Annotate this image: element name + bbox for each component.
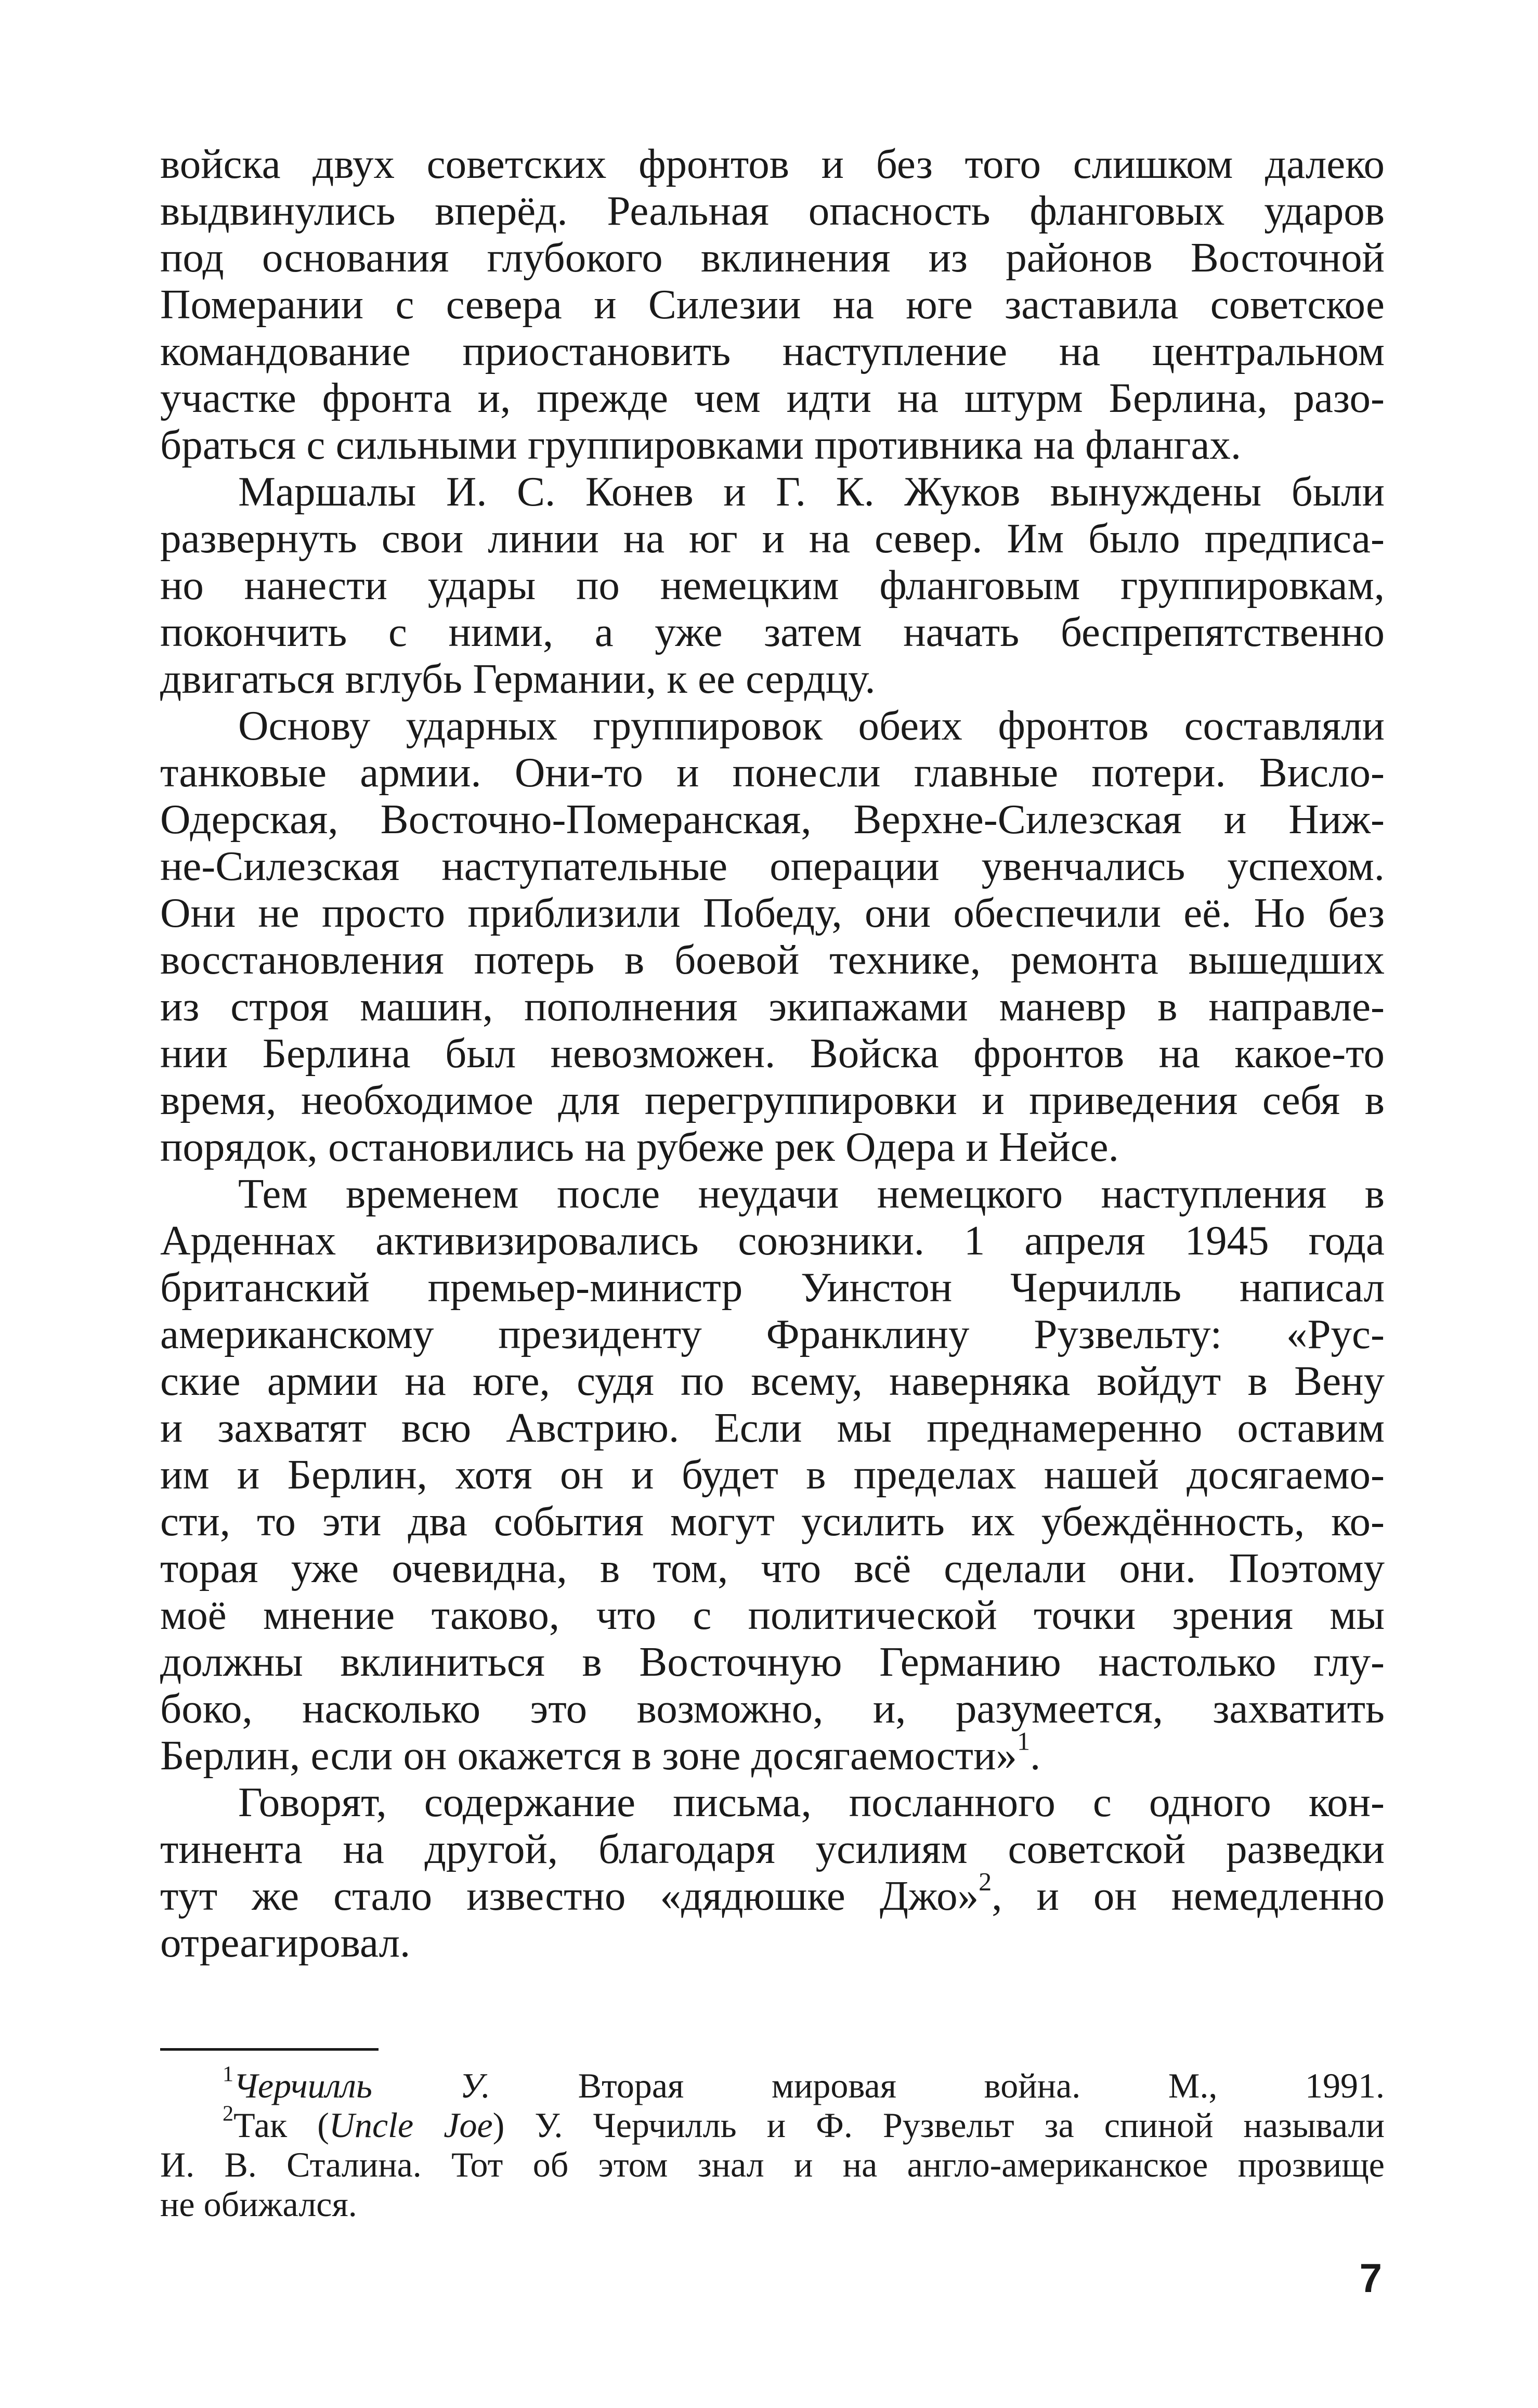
text-line (160, 843, 1385, 889)
text-line (160, 1919, 1385, 1966)
text-line (160, 749, 1385, 796)
main-text (160, 140, 1385, 1966)
text-line (160, 515, 1385, 562)
text-line-content: должны вклиниться в Восточную Германию настолько глу- (160, 1638, 1385, 1685)
text-line-content: Маршалы И. С. Конев и Г. К. Жуков вынуждены были (238, 468, 1385, 515)
text-line-content: и захватят всю Австрию. Если мы преднамеренно оставим (160, 1404, 1385, 1451)
text-line-content: выдвинулись вперёд. Реальная опасность фланговых ударов (160, 187, 1385, 234)
text-line (160, 562, 1385, 609)
text-line (160, 1591, 1385, 1638)
text-line-content: войска двух советских фронтов и без того слишком далеко (160, 140, 1385, 187)
footnote-2-mark: 2 (223, 2101, 234, 2126)
text-line (160, 1311, 1385, 1357)
text-line-continuation: . (1030, 1732, 1041, 1779)
text-line-content: Одерская, Восточно-Померанская, Верхне-Силезская и Ниж- (160, 796, 1385, 843)
footnote-1 (160, 2062, 1385, 2105)
text-line (160, 234, 1385, 281)
text-line-content: браться с сильными группировками противника на флангах. (160, 421, 1242, 468)
text-line-content: но нанести удары по немецким фланговым группировкам, (160, 562, 1385, 609)
text-line-content: под основания глубокого вклинения из районов Восточной (160, 234, 1385, 281)
text-line (160, 983, 1385, 1030)
text-line-content: командование приостановить наступление на центральном (160, 328, 1385, 374)
page-number: 7 (1359, 2255, 1382, 2301)
text-line (160, 1498, 1385, 1545)
text-line (160, 1545, 1385, 1591)
text-line (160, 609, 1385, 655)
text-line (160, 187, 1385, 234)
text-line-content: из строя машин, пополнения экипажами маневр в направле- (160, 983, 1385, 1030)
text-line-content: сти, то эти два события могут усилить их убеждённость, ко- (160, 1498, 1385, 1545)
text-line (160, 1357, 1385, 1404)
footnote-1-author: Черчилль У. (233, 2066, 491, 2105)
text-line (160, 1217, 1385, 1264)
text-line (160, 328, 1385, 374)
text-line-content: британский премьер-министр Уинстон Черчилль написал (160, 1264, 1385, 1311)
text-line-content: Арденнах активизировались союзники. 1 апреля 1945 года (160, 1217, 1385, 1264)
text-line-content: восстановления потерь в боевой технике, ремонта вышедших (160, 936, 1385, 983)
text-line-content: Основу ударных группировок обеих фронтов составляли (238, 702, 1385, 749)
text-line (160, 796, 1385, 843)
footnote-2-italic: Uncle Joe (329, 2105, 493, 2145)
text-line-continuation: , и он немедленно (992, 1872, 1385, 1919)
footnote-ref: 1 (1016, 1726, 1031, 1756)
footnote-2-line-2: И. В. Сталина. Тот об этом знал и на англо-американское прозвище (160, 2145, 1385, 2184)
text-line-content: Говорят, содержание письма, посланного с одного кон- (238, 1779, 1385, 1826)
footnotes (160, 2062, 1385, 2224)
text-line-content: Они не просто приблизили Победу, они обеспечили её. Но без (160, 889, 1385, 936)
footnote-2-line-3: не обижался. (160, 2184, 357, 2224)
text-line-content: двигаться вглубь Германии, к ее сердцу. (160, 655, 876, 702)
text-line (160, 1779, 1385, 1826)
text-line-content: американскому президенту Франклину Рузвельту: «Рус- (160, 1311, 1385, 1357)
footnote-1-mark: 1 (223, 2062, 234, 2087)
text-line (160, 1685, 1385, 1732)
text-line-content: им и Берлин, хотя он и будет в пределах нашей досягаемо- (160, 1451, 1385, 1498)
text-line (160, 374, 1385, 421)
text-line-content: отреагировал. (160, 1919, 411, 1966)
footnote-ref: 2 (979, 1867, 992, 1896)
text-line (160, 1826, 1385, 1872)
text-line (160, 1123, 1385, 1170)
text-line-content: моё мнение таково, что с политической точки зрения мы (160, 1591, 1385, 1638)
text-line (160, 655, 1385, 702)
text-line-content: Тем временем после неудачи немецкого наступления в (238, 1170, 1385, 1217)
text-line-content: нии Берлина был невозможен. Войска фронтов на какое-то (160, 1030, 1385, 1077)
text-line-content: боко, насколько это возможно, и, разумеется, захватить (160, 1685, 1385, 1732)
text-line-content: тинента на другой, благодаря усилиям советской разведки (160, 1826, 1385, 1872)
footnote-2-line-1 (160, 2101, 1385, 2145)
text-line-content: Померании с севера и Силезии на юге заставила советское (160, 281, 1385, 328)
text-line (160, 1170, 1385, 1217)
text-line-content: торая уже очевидна, в том, что всё сделали они. Поэтому (160, 1545, 1385, 1591)
text-line (160, 936, 1385, 983)
text-line (160, 702, 1385, 749)
footnote-2-prefix: Так ( (233, 2105, 329, 2145)
text-line-content: тут же стало известно «дядюшке Джо» (160, 1872, 979, 1919)
text-line (160, 1726, 1385, 1779)
text-line-content: участке фронта и, прежде чем идти на штурм Берлина, разо- (160, 374, 1385, 421)
text-line (160, 1264, 1385, 1311)
text-line-content: танковые армии. Они-то и понесли главные потери. Висло- (160, 749, 1385, 796)
footnote-1-text: Вторая мировая война. М., 1991. (490, 2066, 1385, 2105)
text-line-content: время, необходимое для перегруппировки и приведения себя в (160, 1077, 1385, 1123)
text-line-content: не-Силезская наступательные операции увенчались успехом. (160, 843, 1385, 889)
text-line (160, 1030, 1385, 1077)
text-line-content: порядок, остановились на рубеже рек Одера и Нейсе. (160, 1123, 1119, 1170)
text-line (160, 281, 1385, 328)
text-line (160, 1867, 1385, 1919)
text-line (160, 1077, 1385, 1123)
text-line (160, 1404, 1385, 1451)
text-line (160, 421, 1385, 468)
text-line-content: развернуть свои линии на юг и на север. Им было предписа- (160, 515, 1385, 562)
footnote-2-line-1-text: ) У. Черчилль и Ф. Рузвельт за спиной называли (492, 2105, 1385, 2145)
text-line (160, 1638, 1385, 1685)
text-line-content: Берлин, если он окажется в зоне досягаемости» (160, 1732, 1017, 1779)
text-line-content: ские армии на юге, судя по всему, наверняка войдут в Вену (160, 1357, 1385, 1404)
text-line (160, 140, 1385, 187)
footnote-divider (160, 2048, 379, 2051)
text-line (160, 1451, 1385, 1498)
text-line (160, 889, 1385, 936)
text-line-content: покончить с ними, а уже затем начать беспрепятственно (160, 609, 1385, 655)
text-line (160, 468, 1385, 515)
